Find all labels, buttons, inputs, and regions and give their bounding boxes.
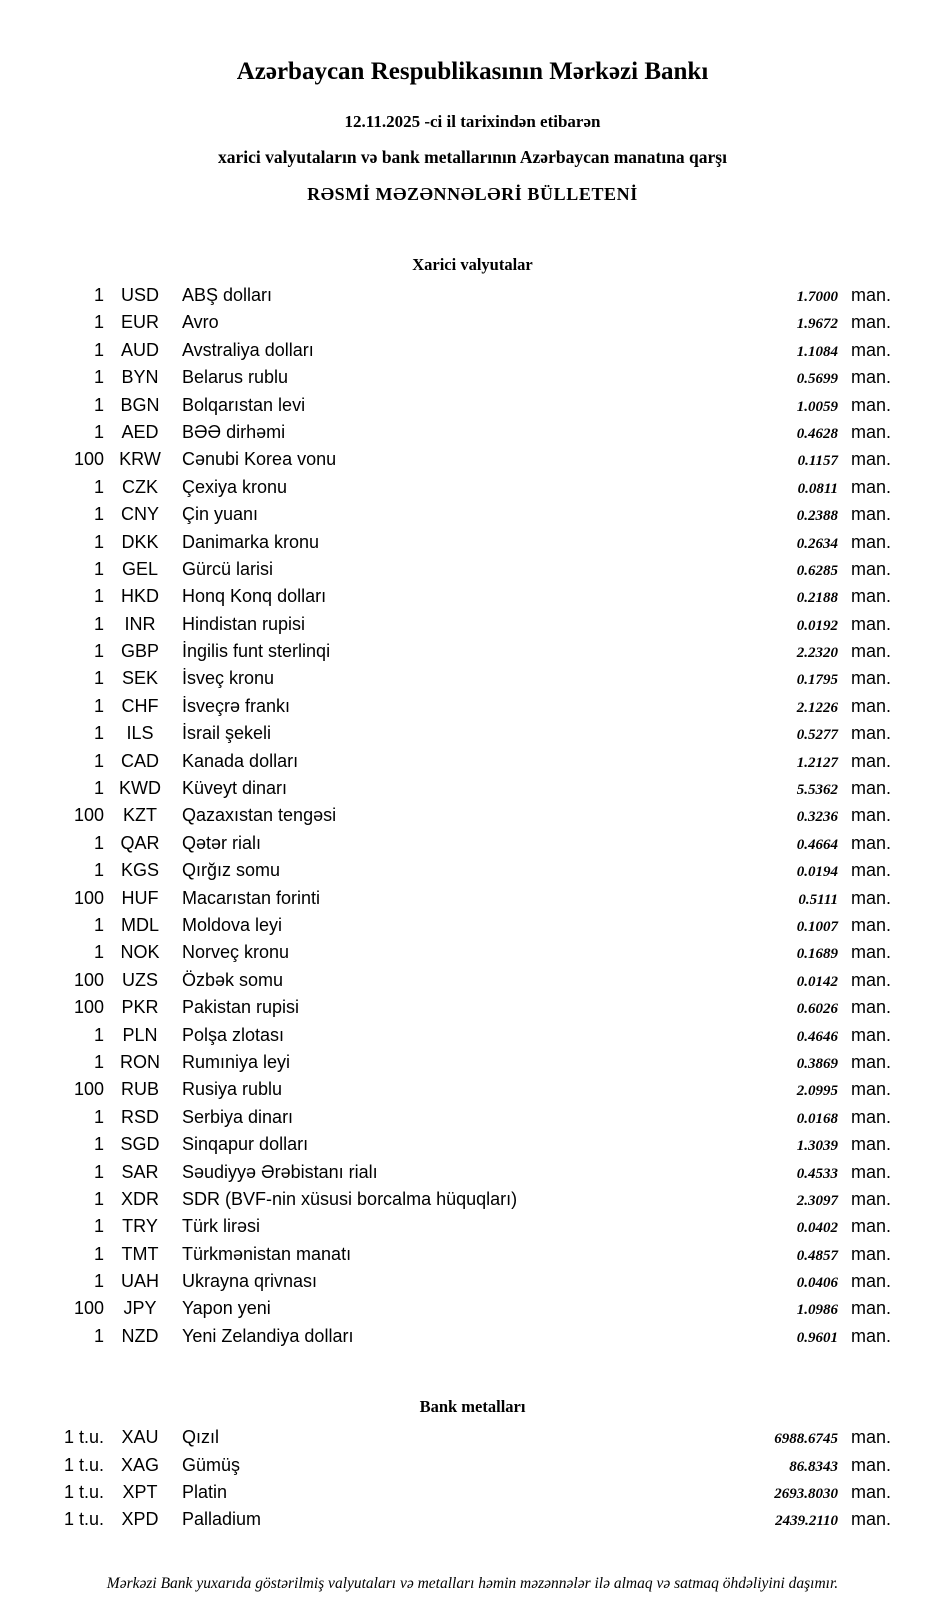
currency-row xyxy=(30,285,900,312)
quantity-cell: 1 xyxy=(93,668,104,689)
rate-cell: 1.0986 xyxy=(796,1302,838,1319)
unit-cell: man. xyxy=(851,504,892,525)
rate-cell: 5.5362 xyxy=(796,782,838,799)
unit-cell: man. xyxy=(851,531,892,552)
currency-row xyxy=(30,1162,900,1189)
currency-name-cell: İsrail şekeli xyxy=(182,723,272,744)
currency-code-cell: NZD xyxy=(121,1325,159,1346)
quantity-cell: 1 xyxy=(93,504,104,525)
currency-name-cell: Serbiya dinarı xyxy=(182,1106,294,1127)
quantity-cell: 1 xyxy=(93,750,104,771)
quantity-cell: 1 xyxy=(93,860,104,881)
rate-cell: 0.0142 xyxy=(796,973,838,990)
rate-cell: 0.0811 xyxy=(797,480,838,497)
quantity-cell: 1 t.u. xyxy=(63,1509,104,1530)
unit-cell: man. xyxy=(851,942,892,963)
currency-row xyxy=(30,778,900,805)
unit-cell: man. xyxy=(851,997,892,1018)
currency-row xyxy=(30,367,900,394)
currency-code-cell: XDR xyxy=(120,1188,159,1209)
page-title: Azərbaycan Respublikasının Mərkəzi Bankı xyxy=(236,58,709,85)
currency-row xyxy=(30,1298,900,1325)
rate-cell: 1.1084 xyxy=(796,343,838,360)
rate-cell: 0.0402 xyxy=(796,1220,838,1237)
currency-code-cell: SEK xyxy=(121,668,159,689)
currency-row xyxy=(30,751,900,778)
quantity-cell: 1 xyxy=(93,586,104,607)
quantity-cell: 1 xyxy=(93,641,104,662)
currency-row xyxy=(30,1079,900,1106)
quantity-cell: 1 xyxy=(93,613,104,634)
currency-name-cell: Danimarka kronu xyxy=(182,531,320,552)
quantity-cell: 1 xyxy=(93,914,104,935)
currency-name-cell: Cənubi Korea vonu xyxy=(182,449,337,470)
currency-code-cell: PLN xyxy=(122,1024,158,1045)
unit-cell: man. xyxy=(851,476,892,497)
unit-cell: man. xyxy=(851,1243,892,1264)
currency-code-cell: USD xyxy=(120,285,159,305)
currency-code-cell: TMT xyxy=(121,1243,159,1264)
currency-row xyxy=(30,997,900,1024)
currency-name-cell: Rumıniya leyi xyxy=(182,1051,291,1072)
currency-row xyxy=(30,942,900,969)
currency-row xyxy=(30,532,900,559)
quantity-cell: 100 xyxy=(73,805,104,826)
currency-name-cell: İsveç kronu xyxy=(182,668,275,689)
rate-cell: 1.9672 xyxy=(796,316,838,333)
currency-name-cell: Hindistan rupisi xyxy=(182,613,306,634)
currency-name-cell: Türk lirəsi xyxy=(182,1216,261,1237)
metal-code-cell: XAG xyxy=(120,1454,159,1475)
currency-name-cell: Rusiya rublu xyxy=(182,1079,283,1100)
currency-name-cell: Norveç kronu xyxy=(182,942,290,963)
metals-section-title: Bank metalları xyxy=(419,1397,526,1417)
unit-cell: man. xyxy=(851,1079,892,1100)
rate-cell: 2.1226 xyxy=(796,699,838,716)
currency-name-cell: Gürcü larisi xyxy=(182,558,274,579)
rate-cell: 0.1157 xyxy=(797,453,838,470)
currency-row xyxy=(30,833,900,860)
quantity-cell: 100 xyxy=(73,1079,104,1100)
quantity-cell: 1 xyxy=(93,312,104,333)
currency-code-cell: JPY xyxy=(123,1298,157,1319)
currency-code-cell: HKD xyxy=(120,586,159,607)
currency-code-cell: SAR xyxy=(121,1161,159,1182)
currency-code-cell: KRW xyxy=(119,449,161,470)
currency-row xyxy=(30,1107,900,1134)
unit-cell: man. xyxy=(851,1482,892,1503)
currency-code-cell: AED xyxy=(121,421,159,442)
currency-row xyxy=(30,1134,900,1161)
rate-cell: 2.0995 xyxy=(796,1083,838,1100)
currency-code-cell: TRY xyxy=(122,1216,158,1237)
rate-cell: 0.6026 xyxy=(796,1001,838,1018)
quantity-cell: 1 xyxy=(93,1106,104,1127)
quantity-cell: 1 xyxy=(93,778,104,799)
currencies-table xyxy=(0,285,945,1353)
quantity-cell: 1 xyxy=(93,1134,104,1155)
currency-name-cell: Honq Konq dolları xyxy=(182,586,327,607)
currency-code-cell: MDL xyxy=(120,914,159,935)
quantity-cell: 100 xyxy=(73,1298,104,1319)
quantity-cell: 1 xyxy=(93,421,104,442)
rate-cell: 0.5699 xyxy=(796,371,838,388)
unit-cell: man. xyxy=(851,1509,892,1530)
quantity-cell: 1 xyxy=(93,476,104,497)
rate-cell: 1.7000 xyxy=(796,289,838,305)
metal-code-cell: XPD xyxy=(121,1509,159,1530)
bulletin-title: RƏSMİ MƏZƏNNƏLƏRİ BÜLLETENİ xyxy=(307,184,638,204)
unit-cell: man. xyxy=(851,805,892,826)
currency-name-cell: Macarıstan forinti xyxy=(182,887,321,908)
currency-row xyxy=(30,1025,900,1052)
currency-code-cell: BGN xyxy=(120,394,160,415)
metal-row xyxy=(30,1427,900,1454)
quantity-cell: 1 xyxy=(93,558,104,579)
unit-cell: man. xyxy=(851,969,892,990)
rate-cell: 0.4664 xyxy=(796,836,838,853)
quantity-cell: 1 xyxy=(93,1188,104,1209)
unit-cell: man. xyxy=(851,750,892,771)
currency-code-cell: HUF xyxy=(121,887,159,908)
metal-name-cell: Qızıl xyxy=(182,1427,220,1448)
quantity-cell: 1 xyxy=(93,1271,104,1292)
currency-row xyxy=(30,504,900,531)
currency-code-cell: CZK xyxy=(122,476,158,497)
rate-cell: 0.4533 xyxy=(796,1165,838,1182)
unit-cell: man. xyxy=(851,285,892,305)
unit-cell: man. xyxy=(851,695,892,716)
currency-row xyxy=(30,340,900,367)
currency-code-cell: AUD xyxy=(120,339,159,360)
currency-row xyxy=(30,614,900,641)
quantity-cell: 100 xyxy=(73,449,104,470)
unit-cell: man. xyxy=(851,394,892,415)
unit-cell: man. xyxy=(851,778,892,799)
currency-code-cell: UZS xyxy=(122,969,158,990)
currency-name-cell: Qətər rialı xyxy=(182,832,262,853)
effective-date-line: 12.11.2025 -ci il tarixindən etibarən xyxy=(344,112,601,131)
currency-name-cell: Bolqarıstan levi xyxy=(182,394,306,415)
currency-code-cell: PKR xyxy=(121,997,159,1018)
quantity-cell: 1 xyxy=(93,531,104,552)
metal-name-cell: Palladium xyxy=(182,1509,262,1530)
unit-cell: man. xyxy=(851,668,892,689)
currency-code-cell: CAD xyxy=(120,750,159,771)
unit-cell: man. xyxy=(851,1188,892,1209)
unit-cell: man. xyxy=(851,1271,892,1292)
currency-name-cell: Çin yuanı xyxy=(182,504,259,525)
quantity-cell: 1 xyxy=(93,832,104,853)
currency-code-cell: EUR xyxy=(120,312,159,333)
unit-cell: man. xyxy=(851,1161,892,1182)
currency-code-cell: RUB xyxy=(120,1079,159,1100)
currency-code-cell: NOK xyxy=(120,942,160,963)
currency-name-cell: Küveyt dinarı xyxy=(182,778,288,799)
unit-cell: man. xyxy=(851,1216,892,1237)
currency-name-cell: İsveçrə frankı xyxy=(182,695,291,716)
rate-cell: 0.0168 xyxy=(796,1110,838,1127)
rate-cell: 0.1007 xyxy=(796,918,838,935)
currency-row xyxy=(30,696,900,723)
currency-name-cell: BƏƏ dirhəmi xyxy=(182,421,286,442)
currency-code-cell: ILS xyxy=(126,723,154,744)
unit-cell: man. xyxy=(851,312,892,333)
currency-row xyxy=(30,1216,900,1243)
currency-row xyxy=(30,1052,900,1079)
quantity-cell: 1 t.u. xyxy=(63,1454,104,1475)
unit-cell: man. xyxy=(851,1106,892,1127)
unit-cell: man. xyxy=(851,723,892,744)
quantity-cell: 1 xyxy=(93,1243,104,1264)
rate-cell: 0.4646 xyxy=(796,1028,838,1045)
currency-name-cell: İngilis funt sterlinqi xyxy=(182,641,331,662)
unit-cell: man. xyxy=(851,914,892,935)
currency-name-cell: Çexiya kronu xyxy=(182,476,288,497)
rate-cell: 0.4628 xyxy=(796,425,838,442)
rate-cell: 2.2320 xyxy=(796,645,838,662)
currency-row xyxy=(30,422,900,449)
rate-cell: 2.3097 xyxy=(796,1192,838,1209)
unit-cell: man. xyxy=(851,641,892,662)
rate-cell: 0.2188 xyxy=(796,590,838,607)
rate-cell: 0.9601 xyxy=(796,1329,838,1346)
currency-code-cell: CHF xyxy=(121,695,159,716)
currency-name-cell: Özbək somu xyxy=(182,969,284,990)
currency-row xyxy=(30,312,900,339)
unit-cell: man. xyxy=(851,449,892,470)
currency-code-cell: RON xyxy=(120,1051,160,1072)
metal-row xyxy=(30,1455,900,1482)
currency-row xyxy=(30,1271,900,1298)
unit-cell: man. xyxy=(851,832,892,853)
unit-cell: man. xyxy=(851,1427,892,1448)
unit-cell: man. xyxy=(851,558,892,579)
metal-code-cell: XPT xyxy=(122,1482,158,1503)
currency-code-cell: DKK xyxy=(121,531,159,552)
rate-cell: 0.6285 xyxy=(796,562,838,579)
currency-row xyxy=(30,641,900,668)
rate-cell: 0.0406 xyxy=(796,1275,838,1292)
quantity-cell: 1 xyxy=(93,1024,104,1045)
currency-row xyxy=(30,668,900,695)
quantity-cell: 1 t.u. xyxy=(63,1427,104,1448)
quantity-cell: 1 t.u. xyxy=(63,1482,104,1503)
currency-name-cell: SDR (BVF-nin xüsusi borcalma hüquqları) xyxy=(182,1188,518,1209)
metal-name-cell: Gümüş xyxy=(182,1454,241,1475)
unit-cell: man. xyxy=(851,339,892,360)
currency-name-cell: Türkmənistan manatı xyxy=(182,1243,352,1264)
page-subtitle: xarici valyutaların və bank metallarının Azərbaycan manatına qarşı xyxy=(218,147,727,167)
currency-code-cell: KGS xyxy=(120,860,159,881)
currency-name-cell: Sinqapur dolları xyxy=(182,1134,309,1155)
currency-name-cell: Kanada dolları xyxy=(182,750,299,771)
quantity-cell: 1 xyxy=(93,1325,104,1346)
currencies-section-title: Xarici valyutalar xyxy=(412,255,533,274)
currency-row xyxy=(30,888,900,915)
quantity-cell: 1 xyxy=(93,1051,104,1072)
unit-cell: man. xyxy=(851,1024,892,1045)
unit-cell: man. xyxy=(851,887,892,908)
currency-code-cell: KWD xyxy=(119,778,161,799)
metal-code-cell: XAU xyxy=(121,1427,159,1448)
quantity-cell: 1 xyxy=(93,723,104,744)
currency-code-cell: INR xyxy=(124,613,156,634)
metal-row xyxy=(30,1509,900,1536)
currency-name-cell: Ukrayna qrivnası xyxy=(182,1271,318,1292)
quantity-cell: 1 xyxy=(93,367,104,388)
unit-cell: man. xyxy=(851,860,892,881)
disclaimer-text: Mərkəzi Bank yuxarıda göstərilmiş valyutaları və metalları həmin məzənnələr ilə almaq və satmaq öhdəliyini daşımır. xyxy=(106,1574,839,1592)
currency-row xyxy=(30,915,900,942)
unit-cell: man. xyxy=(851,1134,892,1155)
currency-row xyxy=(30,860,900,887)
currency-code-cell: KZT xyxy=(123,805,157,826)
rate-cell: 0.4857 xyxy=(796,1247,838,1264)
rate-cell: 2693.8030 xyxy=(774,1486,838,1503)
unit-cell: man. xyxy=(851,586,892,607)
unit-cell: man. xyxy=(851,1051,892,1072)
currency-row xyxy=(30,477,900,504)
rate-cell: 0.3869 xyxy=(796,1055,838,1072)
currency-name-cell: Yapon yeni xyxy=(182,1298,271,1319)
quantity-cell: 1 xyxy=(93,394,104,415)
rate-cell: 86.8343 xyxy=(789,1458,838,1475)
quantity-cell: 1 xyxy=(93,1216,104,1237)
currency-name-cell: Yeni Zelandiya dolları xyxy=(182,1325,354,1346)
rate-cell: 6988.6745 xyxy=(774,1431,838,1448)
rate-cell: 0.5277 xyxy=(796,727,838,744)
rate-cell: 0.1795 xyxy=(796,672,838,689)
rate-cell: 0.5111 xyxy=(798,891,838,908)
quantity-cell: 100 xyxy=(73,969,104,990)
currency-name-cell: ABŞ dolları xyxy=(182,285,273,305)
currency-row xyxy=(30,395,900,422)
currency-name-cell: Səudiyyə Ərəbistanı rialı xyxy=(182,1161,378,1182)
currency-name-cell: Qazaxıstan tengəsi xyxy=(182,805,337,826)
rate-cell: 0.0192 xyxy=(796,617,838,634)
currency-row xyxy=(30,805,900,832)
quantity-cell: 1 xyxy=(93,339,104,360)
currency-row xyxy=(30,1326,900,1353)
unit-cell: man. xyxy=(851,613,892,634)
currency-row xyxy=(30,586,900,613)
currency-code-cell: UAH xyxy=(120,1271,159,1292)
currency-row xyxy=(30,1244,900,1271)
unit-cell: man. xyxy=(851,1298,892,1319)
metal-name-cell: Platin xyxy=(182,1482,228,1503)
metal-row xyxy=(30,1482,900,1509)
rate-cell: 0.2634 xyxy=(796,535,838,552)
quantity-cell: 1 xyxy=(93,1161,104,1182)
quantity-cell: 100 xyxy=(73,887,104,908)
currency-name-cell: Pakistan rupisi xyxy=(182,997,300,1018)
rate-cell: 1.2127 xyxy=(796,754,838,771)
currency-name-cell: Qırğız somu xyxy=(182,860,281,881)
currency-name-cell: Avro xyxy=(182,312,219,333)
currency-name-cell: Avstraliya dolları xyxy=(182,339,314,360)
rate-cell: 0.2388 xyxy=(796,508,838,525)
currency-code-cell: BYN xyxy=(121,367,159,388)
currency-row xyxy=(30,723,900,750)
currency-code-cell: QAR xyxy=(120,832,160,853)
rate-cell: 0.3236 xyxy=(796,809,838,826)
currency-row xyxy=(30,970,900,997)
currency-row xyxy=(30,1189,900,1216)
rate-cell: 1.3039 xyxy=(796,1138,838,1155)
quantity-cell: 1 xyxy=(93,942,104,963)
currency-code-cell: GEL xyxy=(121,558,159,579)
unit-cell: man. xyxy=(851,1325,892,1346)
rate-cell: 0.0194 xyxy=(796,864,838,881)
currency-name-cell: Belarus rublu xyxy=(182,367,289,388)
currency-code-cell: CNY xyxy=(120,504,159,525)
quantity-cell: 1 xyxy=(93,695,104,716)
currency-code-cell: GBP xyxy=(120,641,159,662)
currency-code-cell: SGD xyxy=(120,1134,160,1155)
rate-cell: 1.0059 xyxy=(796,398,838,415)
currency-code-cell: RSD xyxy=(120,1106,159,1127)
rate-cell: 0.1689 xyxy=(796,946,838,963)
currency-row xyxy=(30,559,900,586)
metals-table xyxy=(0,1427,945,1537)
unit-cell: man. xyxy=(851,421,892,442)
rate-cell: 2439.2110 xyxy=(775,1513,838,1530)
quantity-cell: 1 xyxy=(93,285,104,305)
unit-cell: man. xyxy=(851,1454,892,1475)
currency-name-cell: Moldova leyi xyxy=(182,914,283,935)
unit-cell: man. xyxy=(851,367,892,388)
currency-name-cell: Polşa zlotası xyxy=(182,1024,285,1045)
quantity-cell: 100 xyxy=(73,997,104,1018)
currency-row xyxy=(30,449,900,476)
